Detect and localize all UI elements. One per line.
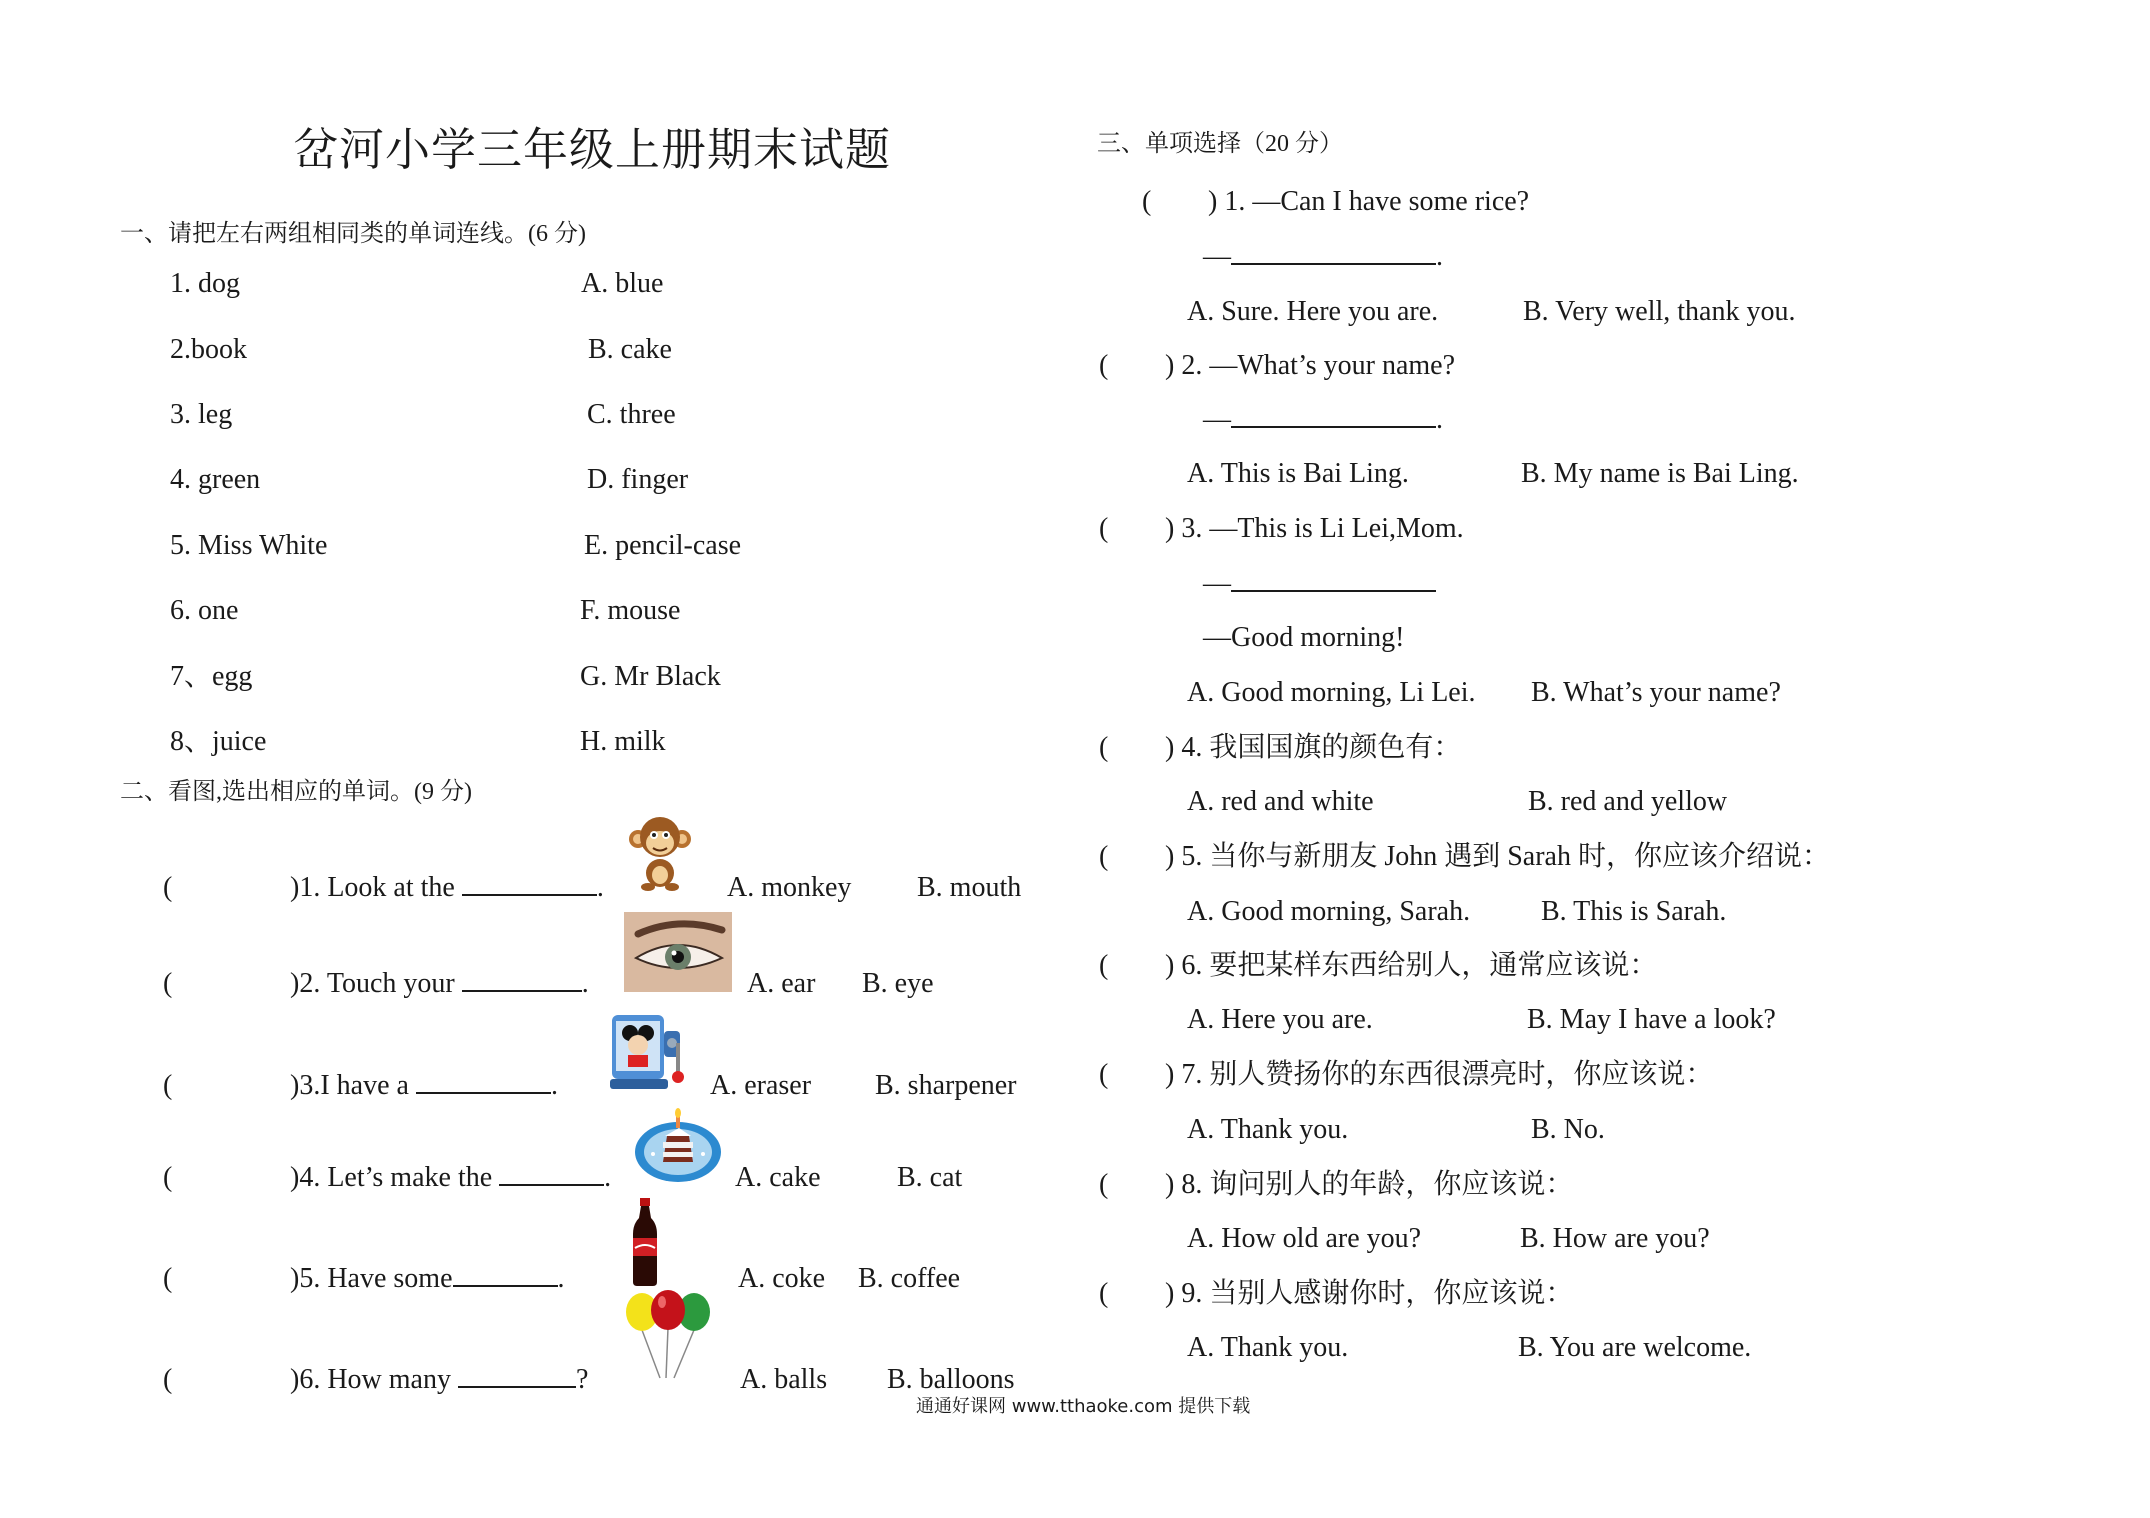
match-left-item: 3. leg	[170, 399, 233, 430]
match-right-item: D. finger	[587, 464, 689, 495]
option-a: A. How old are you?	[1187, 1223, 1422, 1254]
answer-blank[interactable]	[462, 892, 597, 896]
option-b: B. eye	[862, 968, 934, 999]
question-text: )6. How many ?	[290, 1364, 589, 1395]
answer-blank[interactable]	[1231, 424, 1436, 428]
match-right-item: F. mouse	[580, 595, 681, 626]
answer-line: —	[1203, 570, 1436, 598]
option-a: A. Here you are.	[1187, 1004, 1373, 1035]
question-text: )1. Look at the .	[290, 872, 604, 903]
answer-blank[interactable]	[462, 988, 582, 992]
answer-paren: (	[1099, 950, 1109, 981]
reply-text: —Good morning!	[1203, 622, 1405, 653]
option-a: A. Good morning, Sarah.	[1187, 896, 1471, 927]
question-text: ) 8. 询问别人的年龄，你应该说：	[1165, 1169, 1574, 1200]
question-text: ) 2. —What’s your name?	[1165, 350, 1456, 381]
answer-paren: (	[1099, 1059, 1109, 1090]
question-text: )3.I have a .	[290, 1070, 558, 1101]
match-left-item: 1. dog	[170, 268, 240, 299]
option-a: A. Sure. Here you are.	[1187, 296, 1439, 327]
match-left-item: 6. one	[170, 595, 239, 626]
answer-blank[interactable]	[453, 1283, 558, 1287]
monkey-picture	[628, 815, 692, 891]
question-text: )5. Have some .	[290, 1263, 565, 1294]
sharpener-picture	[606, 1003, 696, 1095]
exam-title: 岔河小学三年级上册期末试题	[293, 125, 892, 175]
part1-header: 一、请把左右两组相同类的单词连线。(6 分)	[120, 221, 586, 247]
question-text: ) 9. 当别人感谢你时，你应该说：	[1165, 1278, 1574, 1309]
option-b: B. My name is Bai Ling.	[1521, 458, 1799, 489]
option-b: B. balloons	[887, 1364, 1015, 1395]
answer-paren: (	[1099, 350, 1109, 381]
option-a: A. monkey	[727, 872, 852, 903]
option-b: B. Very well, thank you.	[1523, 296, 1796, 327]
option-b: B. This is Sarah.	[1541, 896, 1727, 927]
match-left-item: 8、juice	[170, 726, 267, 757]
answer-blank[interactable]	[1231, 588, 1436, 592]
answer-paren: (	[163, 1162, 173, 1193]
question-text: )4. Let’s make the .	[290, 1162, 612, 1193]
option-b: B. No.	[1531, 1114, 1605, 1145]
option-a: A. red and white	[1187, 786, 1374, 817]
question-text: ) 1. —Can I have some rice?	[1208, 186, 1530, 217]
part3-header: 三、单项选择（20 分）	[1097, 131, 1343, 157]
answer-paren: (	[1099, 513, 1109, 544]
answer-paren: (	[1142, 186, 1152, 217]
question-text: ) 5. 当你与新朋友 John 遇到 Sarah 时，你应该介绍说：	[1165, 841, 1830, 872]
match-left-item: 2.book	[170, 334, 247, 365]
question-text: ) 3. —This is Li Lei,Mom.	[1165, 513, 1464, 544]
answer-blank[interactable]	[1231, 261, 1436, 265]
footer-credit: 通通好课网 www.tthaoke.com 提供下载	[916, 1396, 1251, 1417]
option-b: B. sharpener	[875, 1070, 1017, 1101]
match-right-item: H. milk	[580, 726, 666, 757]
answer-paren: (	[163, 1364, 173, 1395]
option-b: B. You are welcome.	[1518, 1332, 1752, 1363]
answer-blank[interactable]	[499, 1182, 604, 1186]
answer-paren: (	[1099, 1169, 1109, 1200]
option-a: A. coke	[738, 1263, 826, 1294]
cake-picture	[633, 1108, 723, 1186]
option-b: B. May I have a look?	[1527, 1004, 1776, 1035]
option-b: B. mouth	[917, 872, 1022, 903]
question-text: ) 4. 我国国旗的颜色有：	[1165, 732, 1462, 763]
match-right-item: A. blue	[581, 268, 664, 299]
option-a: A. Thank you.	[1187, 1332, 1349, 1363]
option-b: B. How are you?	[1520, 1223, 1710, 1254]
answer-blank[interactable]	[416, 1090, 551, 1094]
option-a: A. This is Bai Ling.	[1187, 458, 1409, 489]
answer-paren: (	[1099, 841, 1109, 872]
answer-line: — .	[1203, 241, 1443, 272]
question-text: )2. Touch your .	[290, 968, 589, 999]
option-b: B. cat	[897, 1162, 963, 1193]
answer-paren: (	[1099, 1278, 1109, 1309]
match-left-item: 4. green	[170, 464, 261, 495]
option-a: A. Good morning, Li Lei.	[1187, 677, 1476, 708]
answer-paren: (	[1099, 732, 1109, 763]
coke-picture	[626, 1198, 664, 1288]
option-b: B. What’s your name?	[1531, 677, 1781, 708]
match-right-item: B. cake	[588, 334, 672, 365]
match-right-item: C. three	[587, 399, 676, 430]
match-left-item: 7、egg	[170, 661, 253, 692]
option-a: A. cake	[735, 1162, 821, 1193]
option-a: A. balls	[740, 1364, 828, 1395]
option-a: A. eraser	[710, 1070, 812, 1101]
option-a: A. Thank you.	[1187, 1114, 1349, 1145]
option-b: B. red and yellow	[1528, 786, 1728, 817]
answer-line: — .	[1203, 404, 1443, 435]
option-b: B. coffee	[858, 1263, 961, 1294]
answer-blank[interactable]	[458, 1384, 576, 1388]
match-left-item: 5. Miss White	[170, 530, 328, 561]
eye-picture	[624, 912, 732, 992]
match-right-item: E. pencil-case	[584, 530, 742, 561]
part2-header: 二、看图,选出相应的单词。(9 分)	[120, 779, 472, 805]
answer-paren: (	[163, 872, 173, 903]
answer-paren: (	[163, 1070, 173, 1101]
question-text: ) 7. 别人赞扬你的东西很漂亮时，你应该说：	[1165, 1059, 1714, 1090]
option-a: A. ear	[747, 968, 816, 999]
balloons-picture	[622, 1290, 714, 1380]
match-right-item: G. Mr Black	[580, 661, 721, 692]
answer-paren: (	[163, 968, 173, 999]
question-text: ) 6. 要把某样东西给别人，通常应该说：	[1165, 950, 1658, 981]
answer-paren: (	[163, 1263, 173, 1294]
